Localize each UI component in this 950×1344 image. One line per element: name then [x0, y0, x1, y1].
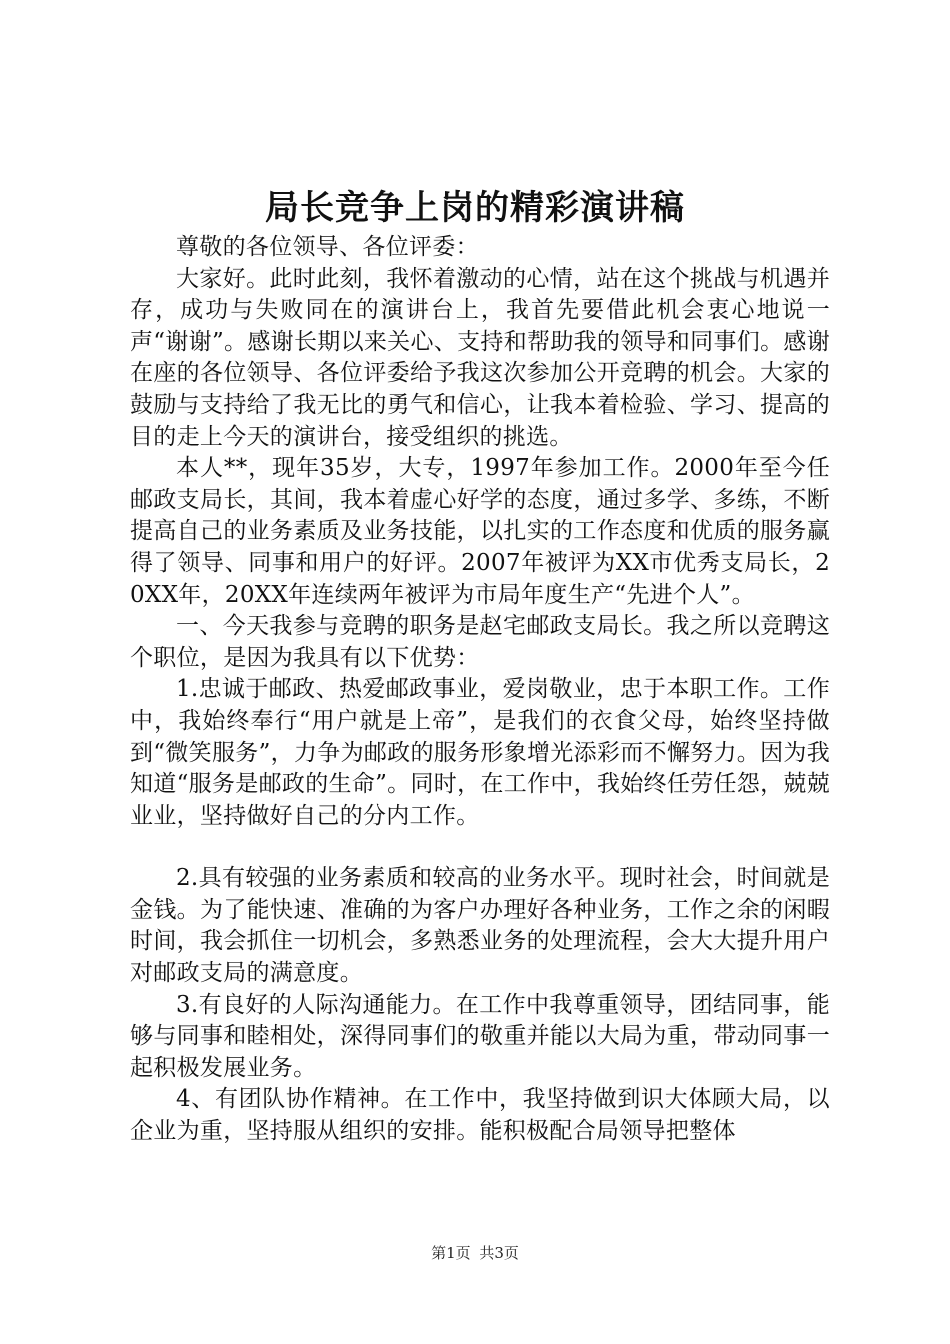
greeting-paragraph: 大家好。此时此刻，我怀着激动的心情，站在这个挑战与机遇并存，成功与失败同在的演讲台上，我首先要借此机会衷心地说一声“谢谢”。感谢长期以来关心、支持和帮助我的领导和同事们。感谢在座的各位领导、各位评委给予我这次参加公开竞聘的机会。大家的鼓励与支持给了我无比的勇气和信心，让我本着检验、学习、提高的目的走上今天的演讲台，接受组织的挑选。	[130, 265, 830, 450]
page-footer: 第1页 共3页	[431, 1244, 519, 1262]
document-title: 局长竞争上岗的精彩演讲稿	[265, 188, 685, 228]
document-body	[130, 232, 830, 1148]
position-paragraph: 一、今天我参与竞聘的职务是赵宅邮政支局长。我之所以竞聘这个职位，是因为我具有以下优势：	[130, 613, 830, 671]
self-introduction-paragraph: 本人**，现年35岁，大专，1997年参加工作。2000年至今任邮政支局长，其间，我本着虚心好学的态度，通过多学、多练，不断提高自己的业务素质及业务技能，以扎实的工作态度和优质的服务赢得了领导、同事和用户的好评。2007年被评为XX市优秀支局长，20XX年，20XX年连续两年被评为市局年度生产“先进个人”。	[130, 455, 830, 608]
advantage-3-paragraph: 3.有良好的人际沟通能力。在工作中我尊重领导，团结同事，能够与同事和睦相处，深得同事们的敬重并能以大局为重，带动同事一起积极发展业务。	[130, 991, 830, 1081]
advantage-4-paragraph: 4、有团队协作精神。在工作中，我坚持做到识大体顾大局，以企业为重，坚持服从组织的安排。能积极配合局领导把整体	[130, 1086, 830, 1145]
advantage-1-paragraph: 1.忠诚于邮政、热爱邮政事业，爱岗敬业，忠于本职工作。工作中，我始终奉行“用户就是上帝”，是我们的衣食父母，始终坚持做到“微笑服务”，力争为邮政的服务形象增光添彩而不懈努力。因为我知道“服务是邮政的生命”。同时，在工作中，我始终任劳任怨，兢兢业业，坚持做好自己的分内工作。	[130, 676, 830, 829]
advantage-2-paragraph: 2.具有较强的业务素质和较高的业务水平。现时社会，时间就是金钱。为了能快速、准确的为客户办理好各种业务，工作之余的闲暇时间，我会抓住一切机会，多熟悉业务的处理流程，会大大提升用户对邮政支局的满意度。	[130, 865, 830, 987]
salutation-paragraph: 尊敬的各位领导、各位评委：	[176, 234, 479, 260]
